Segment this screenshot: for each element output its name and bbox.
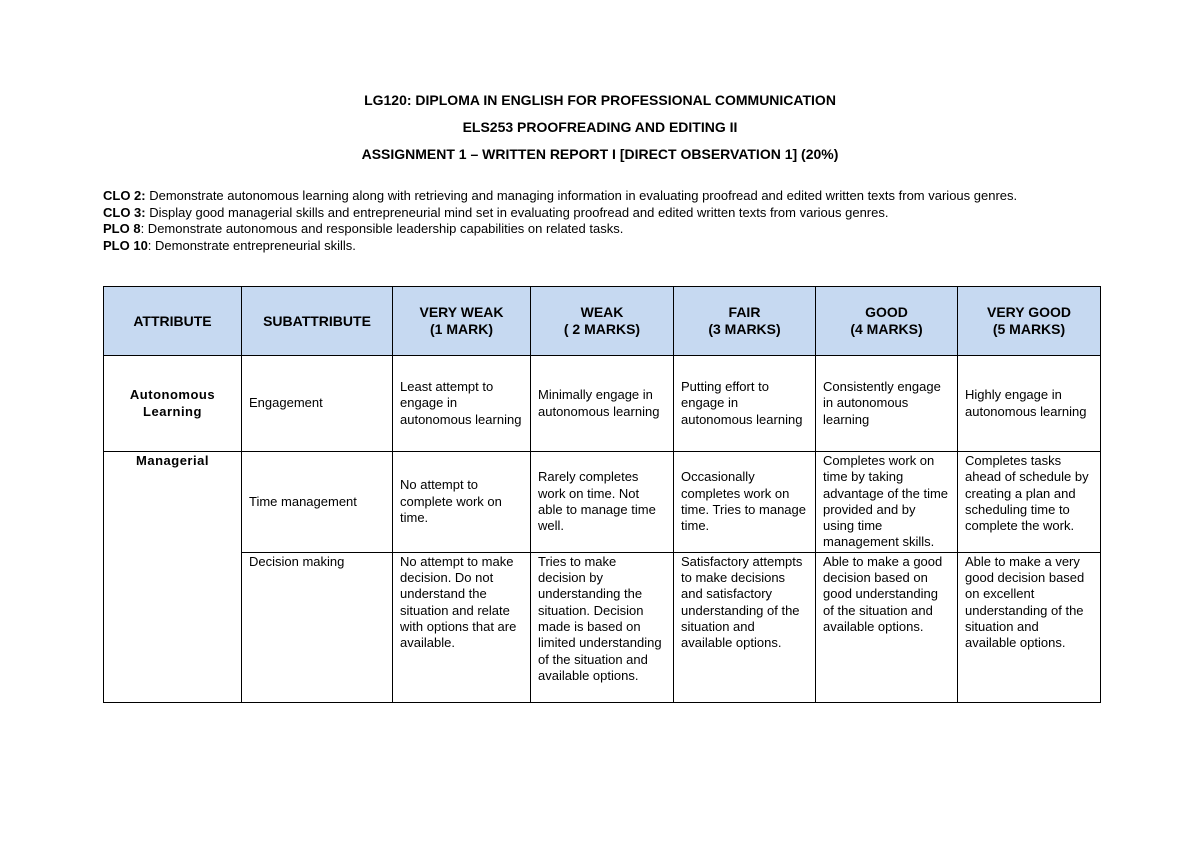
table-row (104, 452, 1101, 553)
header-label: VERY GOOD (5 MARKS) (986, 304, 1072, 337)
subattribute-cell: Engagement (242, 356, 393, 452)
header-fair (674, 287, 816, 356)
course-title: ELS253 PROOFREADING AND EDITING II (462, 119, 738, 135)
header-label: GOOD (4 MARKS) (850, 304, 923, 337)
outcome-text: : Demonstrate autonomous and responsible leadership capabilities on related tasks. (140, 221, 624, 236)
rating-cell: Able to make a very good decision based on excellent understanding of the situation and available options. (958, 552, 1101, 702)
outcome-text: Display good managerial skills and entrepreneurial mind set in evaluating proofread and edited written texts from various genres. (145, 204, 889, 220)
table-row (104, 356, 1101, 452)
outcome-code: CLO 2: (103, 188, 146, 203)
rating-cell: Completes work on time by taking advantage of the time provided and by using time management skills. (816, 452, 958, 553)
header-attribute: ATTRIBUTE (104, 287, 242, 356)
rating-cell: Least attempt to engage in autonomous learning (393, 356, 531, 452)
rating-cell: Putting effort to engage in autonomous learning (674, 356, 816, 452)
outcome-code: CLO 3: (103, 204, 146, 220)
rating-cell: Occasionally completes work on time. Tries to manage time. (674, 452, 816, 553)
rating-cell: Tries to make decision by understanding the situation. Decision made is based on limited understanding of the situation and available options. (531, 552, 674, 702)
rating-cell: Rarely completes work on time. Not able to manage time well. (531, 452, 674, 553)
outcome-plo8 (103, 221, 1097, 238)
rating-cell: Completes tasks ahead of schedule by creating a plan and scheduling time to complete the work. (958, 452, 1101, 553)
header-subattribute: SUBATTRIBUTE (242, 287, 393, 356)
subattribute-cell: Decision making (242, 552, 393, 702)
table-row (104, 552, 1101, 702)
rating-cell: Minimally engage in autonomous learning (531, 356, 674, 452)
outcome-plo10 (103, 238, 1097, 255)
rating-cell: Highly engage in autonomous learning (958, 356, 1101, 452)
header-label: FAIR (3 MARKS) (708, 304, 781, 337)
outcome-text: Demonstrate autonomous learning along with retrieving and managing information in evaluating proofread and edited written texts from various genres. (145, 188, 1018, 203)
attribute-cell: Autonomous Learning (104, 356, 242, 452)
rating-cell: Consistently engage in autonomous learning (816, 356, 958, 452)
rating-cell: No attempt to complete work on time. (393, 452, 531, 553)
header-row (104, 287, 1101, 356)
program-title: LG120: DIPLOMA IN ENGLISH FOR PROFESSIONAL COMMUNICATION (364, 92, 836, 108)
outcome-clo2 (103, 188, 1097, 205)
header-very-good (958, 287, 1101, 356)
rating-cell: Able to make a good decision based on good understanding of the situation and available options. (816, 552, 958, 702)
header-very-weak (393, 287, 531, 356)
rating-cell: Satisfactory attempts to make decisions and satisfactory understanding of the situation and available options. (674, 552, 816, 702)
learning-outcomes (103, 188, 1097, 254)
attribute-cell: Managerial (104, 452, 242, 703)
header-label: WEAK ( 2 MARKS) (563, 304, 641, 337)
outcome-code: PLO 10 (103, 237, 148, 253)
rubric-table (103, 286, 1101, 703)
header-label: VERY WEAK (1 MARK) (419, 304, 504, 337)
subattribute-cell: Time management (242, 452, 393, 553)
rating-cell: No attempt to make decision. Do not understand the situation and relate with options that are available. (393, 552, 531, 702)
header-good (816, 287, 958, 356)
assignment-title: ASSIGNMENT 1 – WRITTEN REPORT I [DIRECT OBSERVATION 1] (20%) (361, 146, 839, 162)
outcome-text: : Demonstrate entrepreneurial skills. (147, 237, 356, 253)
outcome-code: PLO 8 (103, 221, 141, 236)
header-weak (531, 287, 674, 356)
outcome-clo3 (103, 205, 1097, 222)
